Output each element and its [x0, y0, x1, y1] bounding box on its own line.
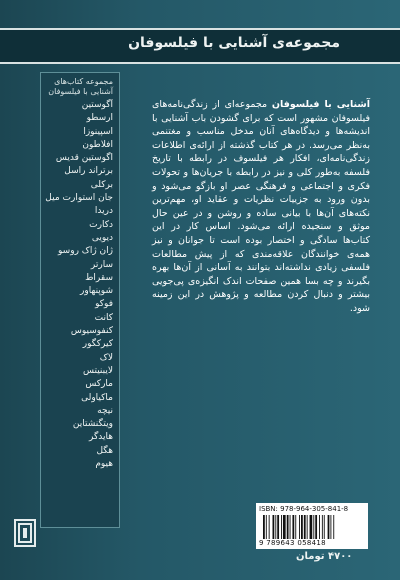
sidebar-item: هیوم	[95, 459, 113, 470]
barcode-bar	[330, 515, 331, 539]
barcode-bar	[283, 515, 286, 539]
barcode-bar	[304, 515, 306, 539]
sidebar-item: افلاطون	[82, 139, 113, 150]
sidebar-item: ویتگنشتاین	[72, 419, 113, 430]
barcode-bar	[315, 515, 317, 539]
sidebar-item: سارتر	[90, 259, 113, 270]
barcode-bar	[290, 515, 291, 539]
barcode-bar	[310, 515, 313, 539]
sidebar-book-list	[40, 72, 120, 528]
isbn-text: ISBN: 978-964-305-841-8	[259, 505, 349, 513]
barcode-digits: 9 789643 058418	[259, 539, 326, 547]
barcode-bar	[319, 515, 320, 539]
sidebar-title: مجموعه کتاب‌های آشنایی با فیلسوفان	[48, 77, 113, 96]
sidebar-item: جان استوارت میل	[45, 193, 113, 204]
series-title: مجموعه‌ی آشنایی با فیلسوفان	[128, 35, 340, 51]
sidebar-item: برکلی	[90, 179, 113, 190]
barcode-bar	[328, 515, 330, 539]
sidebar-item: دکارت	[89, 219, 113, 230]
barcode-bar	[295, 515, 296, 539]
barcode-bar	[287, 515, 289, 539]
description-lead: آشنایی با فیلسوفان	[271, 99, 371, 110]
sidebar-item: کانت	[94, 312, 113, 323]
barcode-bar	[307, 515, 308, 539]
barcode-bar	[269, 515, 270, 539]
sidebar-item: دیویی	[91, 232, 113, 243]
publisher-logo-icon	[13, 518, 37, 548]
barcode-bar	[301, 515, 303, 539]
sidebar-item: نیچه	[97, 405, 113, 416]
isbn-barcode-box	[256, 503, 368, 549]
sidebar-item: لاک	[99, 352, 113, 363]
sidebar-item: فوکو	[95, 299, 113, 310]
sidebar-item: لایبنیتس	[83, 365, 113, 376]
philosopher-list	[41, 99, 119, 471]
barcode-bar	[322, 515, 323, 539]
sidebar-item: هایدگر	[89, 432, 113, 443]
barcode-bar	[333, 515, 334, 539]
sidebar-item: آگوستین	[81, 100, 113, 110]
sidebar-item: اگوستین قدیس	[55, 153, 113, 164]
barcode-bar	[313, 515, 314, 539]
sidebar-item: برتراند راسل	[64, 166, 113, 177]
sidebar-item: مارکس	[85, 379, 113, 390]
price-label: ۴۷۰۰ تومان	[296, 551, 353, 562]
barcode-bar	[277, 515, 279, 539]
barcode-bar	[263, 515, 265, 539]
sidebar-item: شوپنهاور	[80, 286, 113, 297]
barcode-bar	[299, 515, 300, 539]
sidebar-item: ارسطو	[86, 113, 113, 124]
barcode-icon	[262, 515, 362, 539]
barcode-bar	[281, 515, 282, 539]
sidebar-item: کنفوسیوس	[70, 326, 113, 337]
description-body: مجموعه‌ای از زندگی‌نامه‌های فیلسوفان مشهور است که برای گشودن باب آشنایی با اندیشه‌ها و دیدگاه‌های آنان مدخل مناسب و مغتنمی به‌نظر می‌رسد. در هر کتاب گذشته از ارائه‌ی اطلاعات زندگی‌نامه‌ای، افکار هر فیلسوف در رابطه با تاریخ فلسفه به‌طور کلی و نیز در رابطه با جریان‌ها و تحولات فکری و اجتماعی و فرهنگی عصر او بازگو می‌شود و بدون ورود به جزییات نظریات و عقاید او، مهم‌ترین نکته‌های آن‌ها با بیانی ساده و روشن و در عین حال موثق و سنجیده ارائه می‌شود. اساس کار در این کتاب‌ها سادگی و اختصار بوده است تا جوانان و نیز همه‌ی خوانندگان علاقه‌مندی که از پیش مطالعات فلسفی زیادی نداشته‌اند بتوانند به آسانی از آن‌ها بهره بگیرند و چه بسا همین صفحات اندک انگیزه‌ی پی‌جویی بیشتر و دنبال کردن مطالعه و پژوهش در این زمینه شود.	[152, 99, 370, 314]
sidebar-item: سقراط	[85, 272, 113, 283]
description-paragraph	[152, 98, 370, 316]
barcode-bar	[275, 515, 276, 539]
barcode-bar	[273, 515, 275, 539]
sidebar-item: دریدا	[94, 206, 113, 217]
sidebar-item: ماکیاولی	[81, 392, 113, 403]
barcode-bar	[324, 515, 325, 539]
sidebar-item: هگل	[96, 445, 113, 456]
sidebar-item: اسپینوزا	[83, 126, 113, 137]
barcode-bar	[292, 515, 294, 539]
series-banner	[0, 28, 400, 64]
sidebar-item: کیرکگور	[82, 339, 113, 350]
barcode-bar	[266, 515, 267, 539]
sidebar-item: ژان ژاک روسو	[58, 246, 113, 257]
